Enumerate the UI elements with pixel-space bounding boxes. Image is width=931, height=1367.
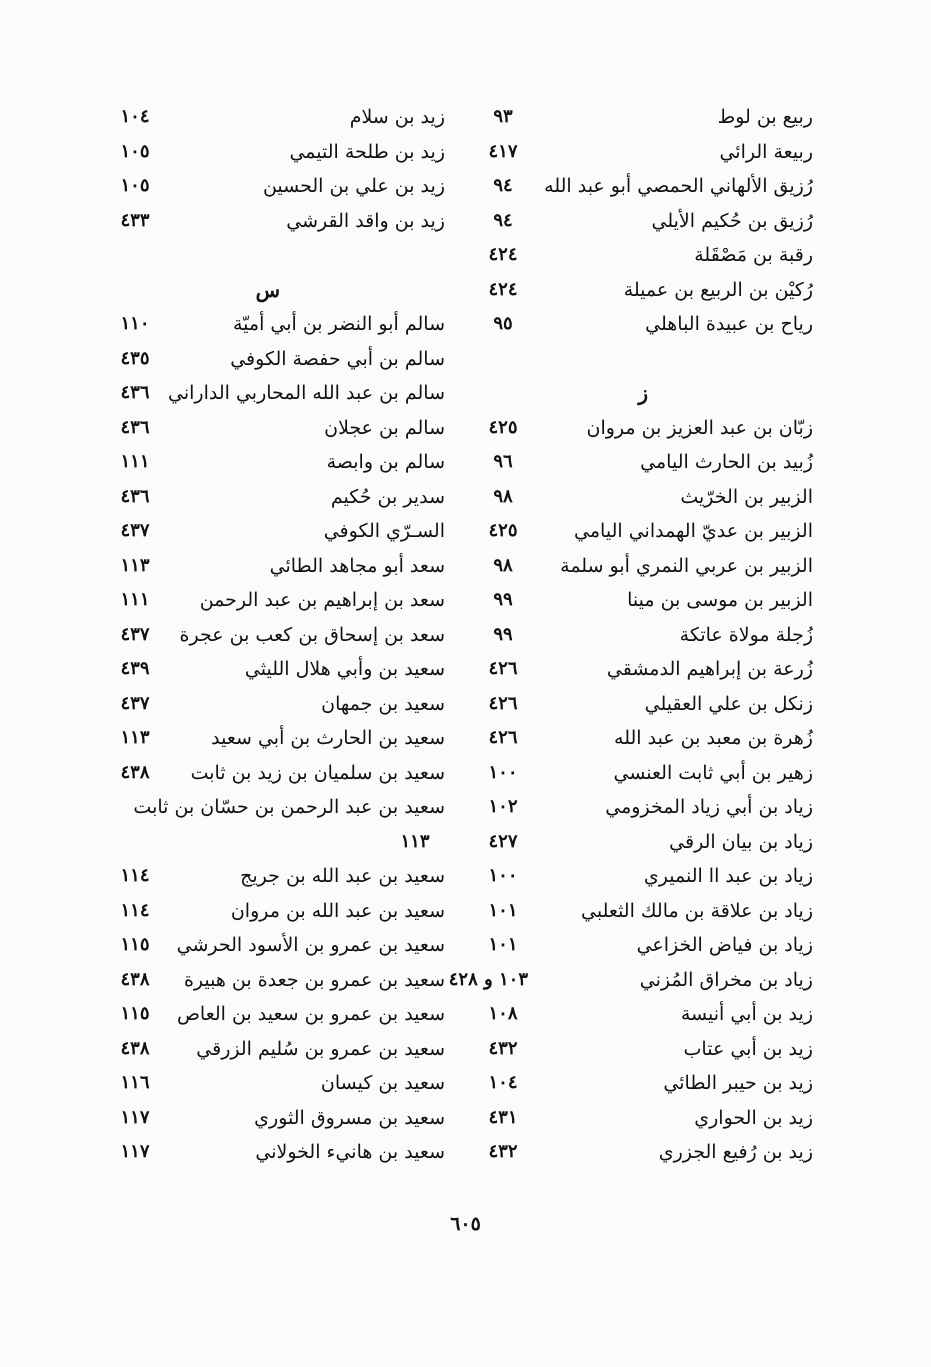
- entry-page-number: ١٠١: [488, 899, 518, 921]
- entry-name: سعيد بن كيسان: [320, 1072, 445, 1094]
- index-entry: [110, 618, 445, 653]
- entry-name: زيد بن رُفيع الجزري: [658, 1141, 813, 1163]
- entry-page-number: ٤٣٨: [120, 968, 150, 990]
- index-entry: [478, 997, 813, 1032]
- entry-name: زيد بن واقد القرشي: [286, 209, 445, 232]
- letter-heading: [478, 376, 813, 411]
- entry-name: زُبيد بن الحارث اليامي: [640, 451, 813, 473]
- entry-page-number: ١١٣: [400, 830, 430, 852]
- index-entry: [478, 618, 813, 653]
- index-entry: [478, 514, 813, 549]
- entry-name: زُجلة مولاة عاتكة: [679, 623, 813, 646]
- entry-name: سعيد بن وأبي هلال الليثي: [244, 658, 445, 680]
- index-entry: [110, 825, 445, 860]
- entry-page-number: ٤٢٦: [488, 727, 518, 748]
- index-entry: [110, 894, 445, 929]
- entry-name: رُزيق الألهاني الحمصي أبو عبد الله: [544, 175, 813, 197]
- entry-name: سعيد بن عمرو بن سُليم الزرقي: [196, 1037, 445, 1060]
- index-entry: [478, 169, 813, 204]
- index-entry: [478, 135, 813, 170]
- entry-name: سعيد بن مسروق الثوري: [254, 1106, 445, 1129]
- index-entry: [478, 825, 813, 860]
- index-entry: [110, 514, 445, 549]
- index-entry: [478, 583, 813, 618]
- index-entry: [478, 894, 813, 929]
- index-entry: [478, 790, 813, 825]
- entry-name: زهير بن أبي ثابت العنسي: [613, 761, 813, 784]
- entry-page-number: ٤٣٦: [120, 416, 150, 438]
- entry-page-number: ٤٢٧: [488, 830, 518, 852]
- entry-page-number: ١٠١: [488, 934, 518, 955]
- heading-letter: ز: [638, 381, 648, 405]
- entry-name: سعيد بن عمرو بن سعيد بن العاص: [176, 1003, 445, 1025]
- entry-name: ربيع بن لوط: [717, 106, 813, 128]
- index-entry: [110, 376, 445, 411]
- index-entry: [110, 549, 445, 584]
- entry-page-number: ٤٣٧: [120, 692, 150, 714]
- index-entry: [110, 169, 445, 204]
- heading-letter: س: [255, 277, 280, 302]
- entry-name: رقبة بن مَصْقَلة: [694, 244, 813, 266]
- entry-page-number: ١١٧: [120, 1106, 150, 1128]
- page-number: ٦٠٥: [450, 1213, 481, 1235]
- index-entry: [478, 1066, 813, 1101]
- index-entry: [110, 1032, 445, 1067]
- entry-page-number: ٤٣٢: [488, 1037, 518, 1059]
- index-entry: [110, 928, 445, 963]
- entry-page-number: ١٠٤: [120, 106, 150, 127]
- index-entry: [110, 307, 445, 342]
- entry-page-number: ١٠٤: [488, 1072, 518, 1093]
- index-entry: [478, 859, 813, 894]
- entry-name: سعيد بن عبد الله بن جريج: [240, 865, 445, 887]
- entry-name: سعيد بن الحارث بن أبي سعيد: [211, 727, 445, 749]
- index-entry: [110, 652, 445, 687]
- entry-page-number: ٤٣٨: [120, 1037, 150, 1059]
- entry-page-number: ٤٣٨: [120, 761, 150, 783]
- entry-page-number: ٤٣٧: [120, 520, 150, 541]
- index-entry: [478, 687, 813, 722]
- entry-name: زيد بن سلام: [349, 106, 445, 128]
- index-entry: [110, 859, 445, 894]
- index-entry: [110, 1101, 445, 1136]
- entry-page-number: ١٠٢: [488, 796, 518, 817]
- entry-page-number: ٩٩: [493, 589, 513, 610]
- entry-page-number: ٤٣٥: [120, 347, 150, 369]
- entry-page-number: ٤٣٦: [120, 485, 150, 507]
- index-entry: [110, 583, 445, 618]
- entry-name: سعيد بن عمرو بن جعدة بن هبيرة: [183, 968, 445, 991]
- index-entry: [110, 756, 445, 791]
- blank-line: [478, 342, 813, 377]
- index-entry: [110, 790, 445, 825]
- entry-page-number: ١٠٣ و ٤٢٨: [448, 968, 528, 990]
- index-entry: [478, 652, 813, 687]
- entry-name: زبّان بن عبد العزيز بن مروان: [586, 416, 813, 439]
- index-entry: [478, 756, 813, 791]
- entry-name: زُرعة بن إبراهيم الدمشقي: [606, 658, 813, 680]
- entry-page-number: ٩٥: [493, 313, 513, 334]
- entry-page-number: ١١٧: [120, 1141, 150, 1162]
- entry-name: زيد بن علي بن الحسين: [262, 175, 445, 197]
- entry-page-number: ١١٥: [120, 934, 150, 955]
- index-entry: [478, 100, 813, 135]
- entry-page-number: ٤٢٤: [488, 244, 518, 265]
- entry-name: زياد بن مخراق المُزني: [639, 968, 813, 991]
- entry-page-number: ٤٢٦: [488, 692, 518, 714]
- entry-name: الزبير بن موسى بن مينا: [627, 589, 813, 611]
- index-entry: [478, 1135, 813, 1170]
- entry-page-number: ٩٩: [493, 623, 513, 645]
- entry-name: زيد بن أبي أنيسة: [680, 1003, 813, 1025]
- index-entry: [110, 480, 445, 515]
- entry-name: زياد بن أبي زياد المخزومي: [605, 796, 813, 818]
- entry-page-number: ٤٣٧: [120, 623, 150, 645]
- entry-page-number: ٤٢٥: [488, 520, 518, 541]
- index-entry: [478, 445, 813, 480]
- entry-page-number: ٤٢٥: [488, 416, 518, 438]
- entry-name: سالم بن وابصة: [326, 451, 445, 473]
- blank-line: [110, 238, 445, 273]
- entry-page-number: ٩٤: [493, 175, 513, 196]
- entry-name: الزبير بن الخرّيث: [680, 485, 813, 508]
- entry-page-number: ٩٦: [493, 451, 513, 472]
- entry-page-number: ٤٢٤: [488, 278, 518, 300]
- entry-name: زيد بن أبي عتاب: [683, 1037, 813, 1060]
- index-entry: [478, 307, 813, 342]
- entry-name: سعد أبو مجاهد الطائي: [269, 554, 445, 577]
- index-entry: [478, 1101, 813, 1136]
- entry-page-number: ١١١: [120, 451, 150, 472]
- entry-page-number: ١١٣: [120, 554, 150, 576]
- entry-page-number: ١١٥: [120, 1003, 150, 1024]
- entry-name: سعد بن إسحاق بن كعب بن عجرة: [179, 623, 445, 646]
- entry-page-number: ١٠٠: [488, 761, 518, 783]
- entry-name: سدير بن حُكيم: [330, 485, 445, 508]
- entry-page-number: ١١٤: [120, 865, 150, 886]
- entry-name: زنكل بن علي العقيلي: [644, 692, 813, 715]
- right-column: [448, 100, 813, 1170]
- left-column: [110, 100, 445, 1170]
- entry-name: رياح بن عبيدة الباهلي: [645, 313, 813, 335]
- index-entry: [478, 721, 813, 756]
- index-entry: [110, 135, 445, 170]
- entry-page-number: ٩٨: [493, 485, 513, 507]
- entry-name: سعيد بن عبد الله بن مروان: [230, 899, 445, 922]
- entry-page-number: ١٠٨: [488, 1003, 518, 1024]
- index-entry: [110, 963, 445, 998]
- entry-name: سعيد بن جمهان: [321, 692, 445, 715]
- index-entry: [110, 342, 445, 377]
- entry-name: زياد بن بيان الرقي: [669, 830, 813, 853]
- entry-name: سالم بن أبي حفصة الكوفي: [230, 347, 445, 370]
- entry-name: زياد بن عبد اا النميري: [643, 865, 813, 887]
- entry-name: زياد بن علاقة بن مالك الثعلبي: [581, 899, 813, 922]
- entry-page-number: ١٠٥: [120, 140, 150, 162]
- index-entry: [448, 963, 813, 998]
- index-entry: [478, 480, 813, 515]
- index-entry: [478, 411, 813, 446]
- entry-page-number: ١١٠: [120, 313, 150, 334]
- entry-name: رُزيق بن حُكيم الأيلي: [651, 209, 813, 232]
- entry-name: سعد بن إبراهيم بن عبد الرحمن: [199, 589, 445, 611]
- entry-page-number: ١٠٥: [120, 175, 150, 196]
- index-entry: [110, 997, 445, 1032]
- entry-name: الزبير بن عربي النمري أبو سلمة: [560, 554, 813, 577]
- entry-name: السـرّي الكوفي: [323, 520, 445, 542]
- entry-page-number: ٤٣٢: [488, 1141, 518, 1162]
- entry-name: رُكيْن بن الربيع بن عميلة: [623, 278, 813, 301]
- entry-page-number: ٤٣٦: [120, 382, 150, 403]
- index-entry: [110, 445, 445, 480]
- entry-name: زيد بن حيبر الطائي: [663, 1072, 813, 1094]
- entry-page-number: ٤١٧: [488, 140, 518, 162]
- index-entry: [110, 1066, 445, 1101]
- entry-page-number: ٤٣٣: [120, 209, 150, 231]
- entry-name: سالم بن عجلان: [324, 416, 445, 439]
- letter-heading: [110, 273, 445, 308]
- index-entry: [110, 204, 445, 239]
- entry-name: زياد بن فياض الخزاعي: [636, 934, 813, 956]
- index-entry: [110, 1135, 445, 1170]
- entry-page-number: ٤٣٩: [120, 658, 150, 679]
- index-entry: [478, 1032, 813, 1067]
- entry-name: زُهرة بن معبد بن عبد الله: [614, 727, 813, 749]
- entry-page-number: ٤٣١: [488, 1106, 518, 1128]
- entry-page-number: ٩٤: [493, 209, 513, 231]
- entry-page-number: ١١٦: [120, 1072, 150, 1093]
- entry-name: سالم بن عبد الله المحاربي الداراني: [168, 382, 445, 404]
- entry-name: سالم أبو النضر بن أبي أميّة: [232, 313, 445, 335]
- entry-page-number: ١٠٠: [488, 865, 518, 886]
- index-entry: [478, 204, 813, 239]
- index-entry: [478, 238, 813, 273]
- index-entry: [478, 928, 813, 963]
- index-entry: [478, 273, 813, 308]
- entry-page-number: ١١٣: [120, 727, 150, 748]
- entry-page-number: ٩٨: [493, 554, 513, 576]
- entry-name: سعيد بن هانيء الخولاني: [255, 1141, 445, 1163]
- entry-page-number: ٤٢٦: [488, 658, 518, 679]
- entry-page-number: ١١١: [120, 589, 150, 610]
- index-entry: [110, 411, 445, 446]
- index-entry: [110, 687, 445, 722]
- entry-name: الزبير بن عديّ الهمداني اليامي: [574, 520, 813, 542]
- entry-page-number: ٩٣: [493, 106, 513, 127]
- entry-name: ربيعة الرائي: [719, 140, 813, 163]
- entry-name: زيد بن الحواري: [694, 1106, 813, 1129]
- index-entry: [110, 100, 445, 135]
- entry-page-number: ١١٤: [120, 899, 150, 921]
- entry-name: سعيد بن عبد الرحمن بن حسّان بن ثابت: [133, 796, 445, 818]
- entry-name: سعيد بن سلميان بن زيد بن ثابت: [190, 761, 445, 784]
- entry-name: زيد بن طلحة التيمي: [289, 140, 445, 163]
- index-entry: [478, 549, 813, 584]
- index-entry: [110, 721, 445, 756]
- entry-name: سعيد بن عمرو بن الأسود الحرشي: [176, 934, 445, 956]
